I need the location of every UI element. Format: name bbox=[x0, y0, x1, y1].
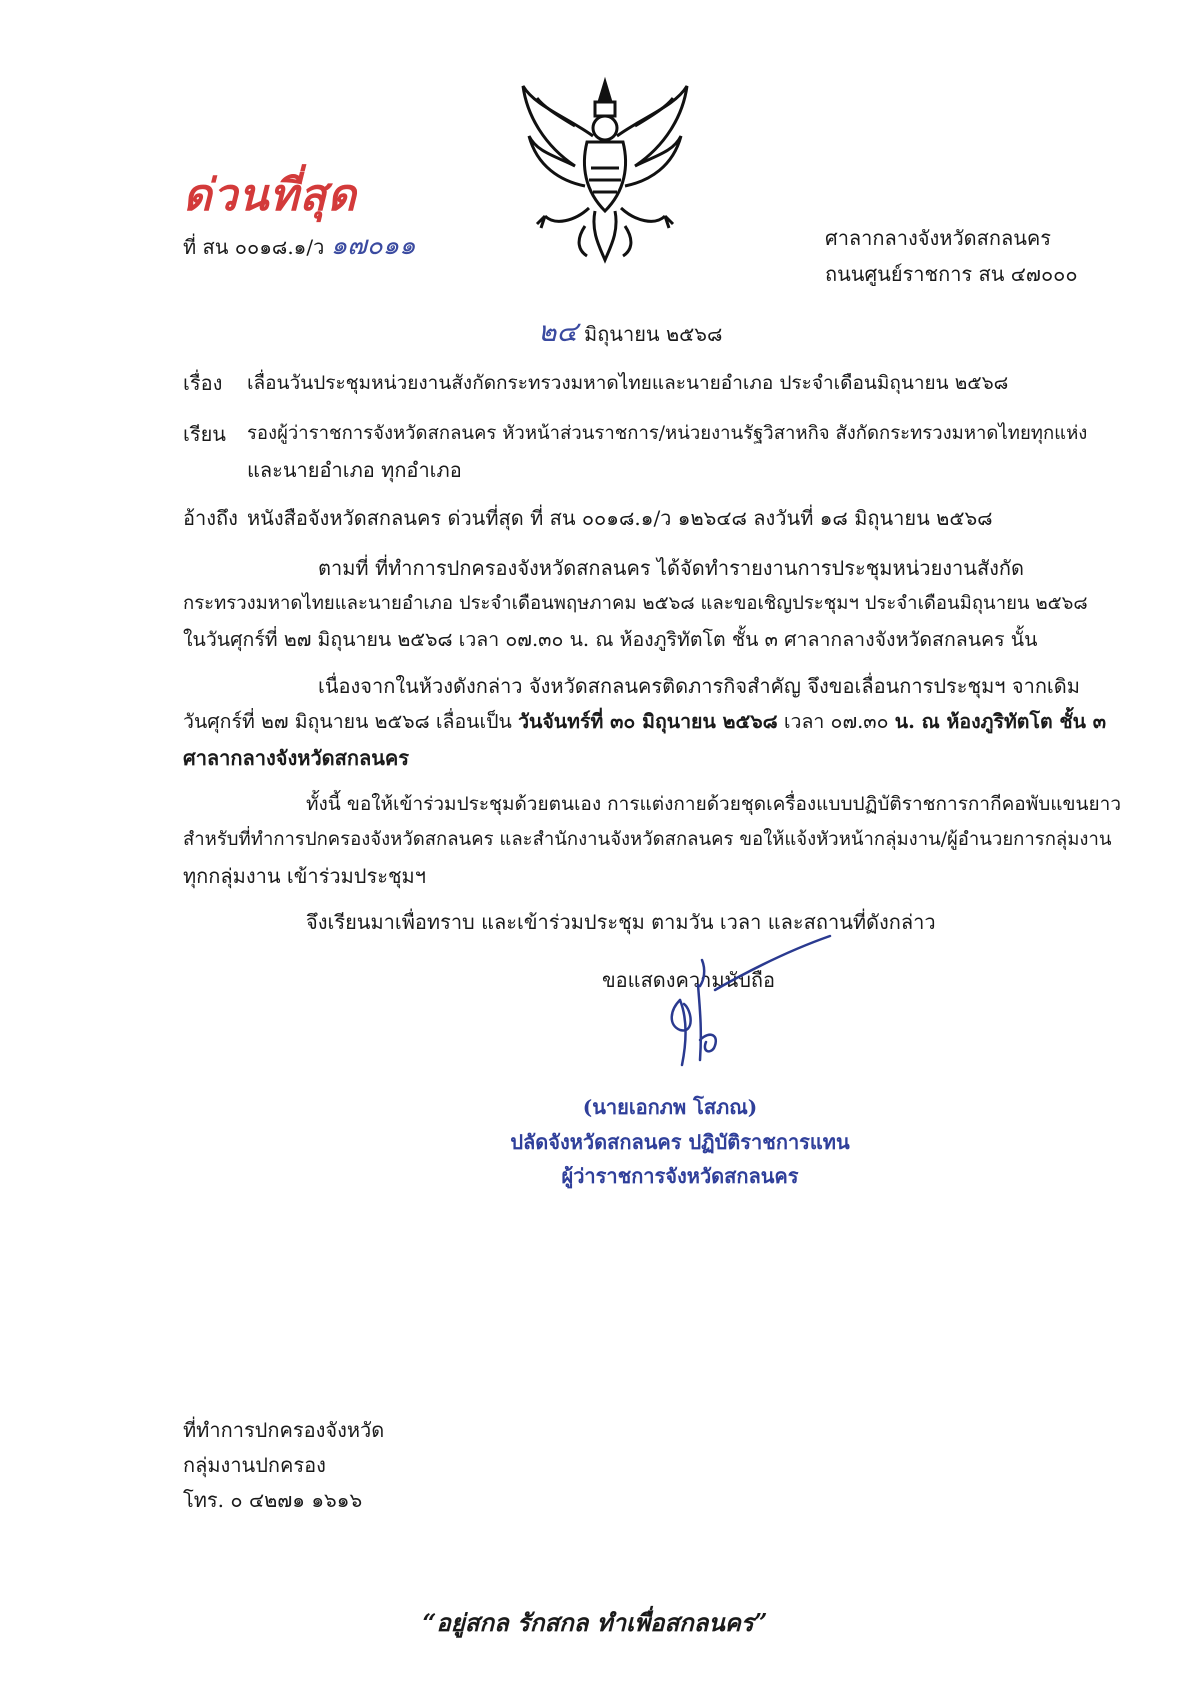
paragraph-3-line-3: ทุกกลุ่มงาน เข้าร่วมประชุมฯ bbox=[183, 864, 426, 888]
footer-division: กลุ่มงานปกครอง bbox=[183, 1453, 326, 1477]
urgency-stamp: ด่วนที่สุด bbox=[183, 170, 357, 221]
reference-handwritten-number: ๑๗๐๑๑ bbox=[330, 231, 416, 261]
paragraph-4: จึงเรียนมาเพื่อทราบ และเข้าร่วมประชุม ตามวัน เวลา และสถานที่ดังกล่าว bbox=[306, 910, 936, 934]
reference-text: หนังสือจังหวัดสกลนคร ด่วนที่สุด ที่ สน ๐๐๑๘.๑/ว ๑๒๖๔๘ ลงวันที่ ๑๘ มิถุนายน ๒๕๖๘ bbox=[247, 506, 993, 530]
new-venue: น. ณ ห้องภูริทัตโต ชั้น ๓ bbox=[894, 710, 1107, 733]
to-label: เรียน bbox=[183, 422, 226, 446]
subject-label: เรื่อง bbox=[183, 371, 223, 395]
paragraph-2-line-3: ศาลากลางจังหวัดสกลนคร bbox=[183, 746, 410, 770]
paragraph-2-line-2 bbox=[183, 710, 1106, 734]
date-month-year: มิถุนายน ๒๕๖๘ bbox=[584, 322, 723, 346]
letter-date bbox=[538, 315, 723, 348]
signer-name: (นายเอกภพ โสภณ) bbox=[582, 1095, 758, 1119]
closing-phrase: ขอแสดงความนับถือ bbox=[602, 968, 776, 992]
signer-title-2: ผู้ว่าราชการจังหวัดสกลนคร bbox=[561, 1164, 799, 1188]
date-day-handwritten: ๒๔ bbox=[538, 315, 578, 348]
provincial-motto: “อยู่สกล รักสกล ทำเพื่อสกลนคร” bbox=[422, 1608, 768, 1637]
handwritten-signature-icon bbox=[640, 930, 840, 1070]
to-line-1: รองผู้ว่าราชการจังหวัดสกลนคร หัวหน้าส่วนราชการ/หน่วยงานรัฐวิสาหกิจ สังกัดกระทรวงมหาดไทยทุกแห่ง bbox=[247, 423, 1088, 444]
office-name: ศาลากลางจังหวัดสกลนคร bbox=[825, 226, 1052, 250]
reference-number bbox=[183, 231, 416, 261]
paragraph-1-line-2: กระทรวงมหาดไทยและนายอำเภอ ประจำเดือนพฤษภาคม ๒๕๖๘ และขอเชิญประชุมฯ ประจำเดือนมิถุนายน ๒๕๖๘ bbox=[183, 593, 1088, 614]
paragraph-1-line-1: ตามที่ ที่ทำการปกครองจังหวัดสกลนคร ได้จัดทำรายงานการประชุมหน่วยงานสังกัด bbox=[318, 556, 1025, 580]
office-address: ถนนศูนย์ราชการ สน ๔๗๐๐๐ bbox=[825, 262, 1078, 286]
to-line-2: และนายอำเภอ ทุกอำเภอ bbox=[247, 458, 462, 482]
reference-prefix: ที่ สน ๐๐๑๘.๑/ว bbox=[183, 235, 325, 259]
footer-office: ที่ทำการปกครองจังหวัด bbox=[183, 1418, 385, 1442]
footer-phone: โทร. ๐ ๔๒๗๑ ๑๖๑๖ bbox=[183, 1488, 363, 1512]
garuda-emblem-icon bbox=[515, 76, 695, 266]
paragraph-1-line-3: ในวันศุกร์ที่ ๒๗ มิถุนายน ๒๕๖๘ เวลา ๐๗.๓๐ น. ณ ห้องภูริทัตโต ชั้น ๓ ศาลากลางจังหวัดสกลนคร นั้น bbox=[183, 628, 1038, 651]
original-date: วันศุกร์ที่ ๒๗ มิถุนายน ๒๕๖๘ เลื่อนเป็น bbox=[183, 710, 512, 733]
new-date: วันจันทร์ที่ ๓๐ มิถุนายน ๒๕๖๘ bbox=[518, 710, 778, 733]
paragraph-2-line-1: เนื่องจากในห้วงดังกล่าว จังหวัดสกลนครติดภารกิจสำคัญ จึงขอเลื่อนการประชุมฯ จากเดิม bbox=[318, 674, 1080, 698]
signer-title-1: ปลัดจังหวัดสกลนคร ปฏิบัติราชการแทน bbox=[510, 1130, 850, 1154]
subject-text: เลื่อนวันประชุมหน่วยงานสังกัดกระทรวงมหาดไทยและนายอำเภอ ประจำเดือนมิถุนายน ๒๕๖๘ bbox=[247, 372, 1009, 394]
new-time: เวลา ๐๗.๓๐ bbox=[783, 710, 889, 733]
reference-label: อ้างถึง bbox=[183, 506, 238, 530]
paragraph-3-line-1: ทั้งนี้ ขอให้เข้าร่วมประชุมด้วยตนเอง การแต่งกายด้วยชุดเครื่องแบบปฏิบัติราชการกากีคอพับแขนยาว bbox=[306, 793, 1121, 815]
paragraph-3-line-2: สำหรับที่ทำการปกครองจังหวัดสกลนคร และสำนักงานจังหวัดสกลนคร ขอให้แจ้งหัวหน้ากลุ่มงาน/ผู้อำนวยการกลุ่มงาน bbox=[183, 829, 1112, 850]
